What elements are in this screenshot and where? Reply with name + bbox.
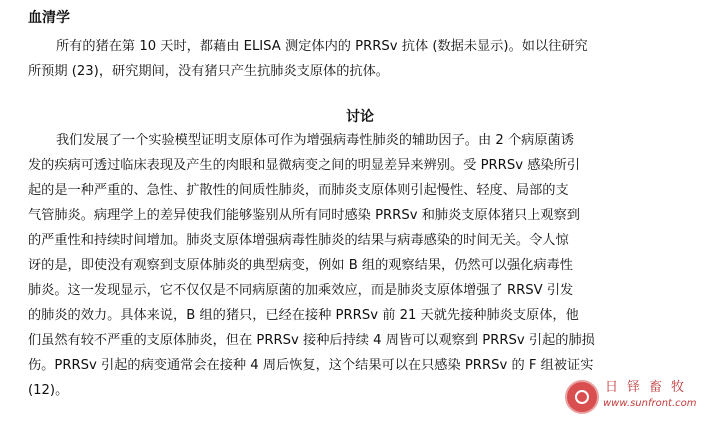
paragraph-line: 讶的是，即使没有观察到支原体肺炎的典型病变，例如 B 组的观察结果，仍然可以强化病毒性 [28, 258, 573, 273]
paragraph-line: 所预期 (23)，研究期间，没有猪只产生抗肺炎支原体的抗体。 [28, 64, 389, 79]
paragraph-serology [28, 34, 688, 84]
paragraph-discussion [28, 128, 688, 403]
seal-icon [565, 380, 599, 414]
paragraph-line: 的严重性和持续时间增加。肺炎支原体增强病毒性肺炎的结果与病毒感染的时间无关。令人惊 [28, 233, 569, 248]
section-heading-serology: 血清学 [28, 10, 70, 26]
watermark-logo [565, 372, 715, 426]
paragraph-line: 伤。PRRSv 引起的病变通常会在接种 4 周后恢复，这个结果可以在只感染 PRRSv 的 F 组被证实 [28, 358, 594, 373]
watermark-url: www.sunfront.com [603, 398, 697, 409]
paragraph-line: 的肺炎的效力。具体来说，B 组的猪只，已经在接种 PRRSv 前 21 天就先接种肺炎支原体，他 [28, 308, 579, 323]
paragraph-line: 气管肺炎。病理学上的差异使我们能够鉴别从所有同时感染 PRRSv 和肺炎支原体猪只上观察到 [28, 208, 580, 223]
section-heading-discussion: 讨论 [346, 109, 374, 125]
paragraph-line: 们虽然有较不严重的支原体肺炎，但在 PRRSv 接种后持续 4 周皆可以观察到 PRRSv 引起的肺损 [28, 333, 595, 348]
paragraph-line: 起的是一种严重的、急性、扩散性的间质性肺炎，而肺炎支原体则引起慢性、轻度、局部的支 [28, 183, 569, 198]
paragraph-line: 肺炎。这一发现显示，它不仅仅是不同病原菌的加乘效应，而是肺炎支原体增强了 RRSV 引发 [28, 283, 574, 298]
watermark-name: 日铎畜牧 [605, 380, 694, 395]
paragraph-line: 发的疾病可透过临床表现及产生的肉眼和显微病变之间的明显差异来辨别。受 PRRSv 感染所引 [28, 158, 580, 173]
paragraph-line: 我们发展了一个实验模型证明支原体可作为增强病毒性肺炎的辅助因子。由 2 个病原菌诱 [56, 133, 574, 148]
paragraph-line: 所有的猪在第 10 天时，都藉由 ELISA 测定体内的 PRRSv 抗体 (数据未显示)。如以往研究 [56, 39, 588, 54]
paragraph-line: (12)。 [28, 383, 69, 398]
